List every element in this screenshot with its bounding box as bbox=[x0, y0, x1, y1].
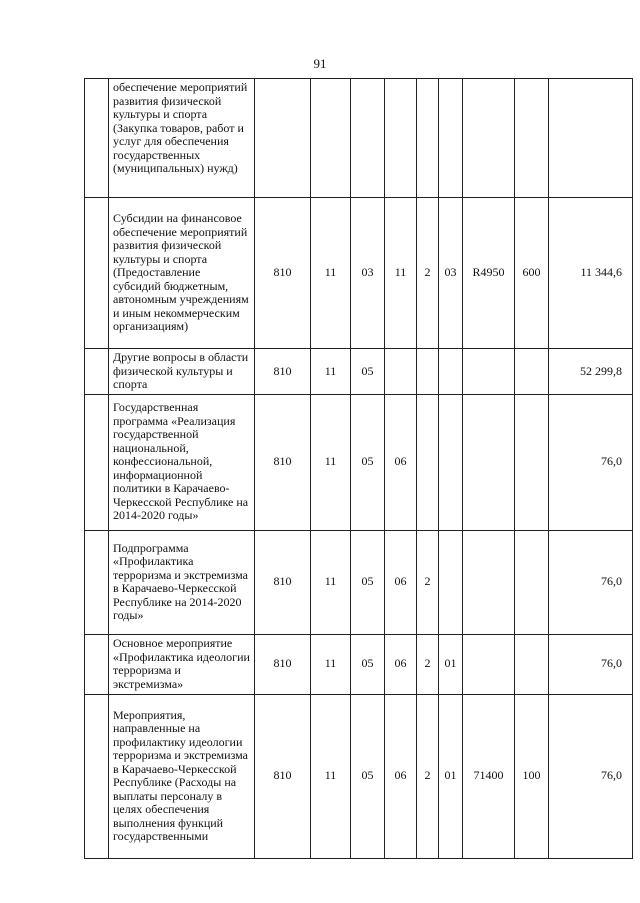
table-row bbox=[85, 79, 633, 198]
cell-amount bbox=[549, 79, 633, 198]
cell-csr-3: 01 bbox=[439, 634, 463, 694]
cell-csr-3: 03 bbox=[439, 198, 463, 349]
row-name: обеспечение мероприятий развития физической культуры и спорта (Закупка товаров, работ и услуг для обеспечения государственных (муниципальных) нужд) bbox=[109, 79, 255, 198]
cell-rz: 11 bbox=[311, 694, 351, 858]
cell-csr-4 bbox=[463, 79, 515, 198]
cell-amount: 76,0 bbox=[549, 634, 633, 694]
cell-pr: 05 bbox=[351, 349, 385, 395]
cell-csr-4 bbox=[463, 634, 515, 694]
cell-ved bbox=[255, 79, 311, 198]
cell-csr-3 bbox=[439, 349, 463, 395]
cell-csr-1 bbox=[385, 349, 417, 395]
cell-pr: 05 bbox=[351, 530, 385, 634]
cell-pr bbox=[351, 79, 385, 198]
cell-pr: 05 bbox=[351, 694, 385, 858]
cell-amount: 52 299,8 bbox=[549, 349, 633, 395]
row-name: Субсидии на финансовое обеспечение мероприятий развития физической культуры и спорта (Предоставление субсидий бюджетным, автономным учреждениям и иным некоммерческим организациям) bbox=[109, 198, 255, 349]
cell-csr-2: 2 bbox=[417, 198, 439, 349]
cell-ved: 810 bbox=[255, 530, 311, 634]
cell-csr-1: 06 bbox=[385, 694, 417, 858]
cell-vr bbox=[515, 394, 549, 530]
cell-rz: 11 bbox=[311, 530, 351, 634]
cell-csr-2: 2 bbox=[417, 694, 439, 858]
table-cell-index bbox=[85, 79, 109, 198]
table-row bbox=[85, 198, 633, 349]
cell-csr-4 bbox=[463, 530, 515, 634]
budget-table bbox=[84, 78, 633, 859]
cell-csr-4 bbox=[463, 349, 515, 395]
row-name: Мероприятия, направленные на профилактику идеологии терроризма и экстремизма в Карачаево-Черкесской Республике (Расходы на выплаты персоналу в целях обеспечения выполнения функций государственными bbox=[109, 694, 255, 858]
cell-csr-1: 11 bbox=[385, 198, 417, 349]
cell-rz: 11 bbox=[311, 634, 351, 694]
table-row bbox=[85, 394, 633, 530]
cell-amount: 76,0 bbox=[549, 394, 633, 530]
cell-csr-2: 2 bbox=[417, 634, 439, 694]
row-name: Государственная программа «Реализация государственной национальной, конфессиональной, информационной политики в Карачаево-Черкесской Республике на 2014-2020 годы» bbox=[109, 394, 255, 530]
cell-csr-3 bbox=[439, 394, 463, 530]
cell-amount: 76,0 bbox=[549, 530, 633, 634]
cell-ved: 810 bbox=[255, 349, 311, 395]
cell-vr bbox=[515, 634, 549, 694]
cell-rz: 11 bbox=[311, 394, 351, 530]
cell-csr-2: 2 bbox=[417, 530, 439, 634]
cell-vr bbox=[515, 79, 549, 198]
cell-vr: 600 bbox=[515, 198, 549, 349]
cell-csr-2 bbox=[417, 349, 439, 395]
table-cell-index bbox=[85, 634, 109, 694]
table-row bbox=[85, 349, 633, 395]
cell-csr-1 bbox=[385, 79, 417, 198]
cell-pr: 05 bbox=[351, 634, 385, 694]
cell-csr-2 bbox=[417, 79, 439, 198]
cell-ved: 810 bbox=[255, 198, 311, 349]
cell-pr: 03 bbox=[351, 198, 385, 349]
cell-csr-3: 01 bbox=[439, 694, 463, 858]
cell-rz: 11 bbox=[311, 349, 351, 395]
cell-csr-1: 06 bbox=[385, 394, 417, 530]
cell-csr-1: 06 bbox=[385, 530, 417, 634]
cell-csr-4: 71400 bbox=[463, 694, 515, 858]
cell-vr bbox=[515, 530, 549, 634]
cell-pr: 05 bbox=[351, 394, 385, 530]
table-cell-index bbox=[85, 694, 109, 858]
cell-rz bbox=[311, 79, 351, 198]
cell-ved: 810 bbox=[255, 694, 311, 858]
row-name: Другие вопросы в области физической культуры и спорта bbox=[109, 349, 255, 395]
cell-csr-4 bbox=[463, 394, 515, 530]
cell-amount: 76,0 bbox=[549, 694, 633, 858]
table-cell-index bbox=[85, 530, 109, 634]
cell-csr-3 bbox=[439, 530, 463, 634]
cell-csr-1: 06 bbox=[385, 634, 417, 694]
table-row bbox=[85, 694, 633, 858]
table-cell-index bbox=[85, 394, 109, 530]
cell-csr-4: R4950 bbox=[463, 198, 515, 349]
row-name: Основное мероприятие «Профилактика идеологии терроризма и экстремизма» bbox=[109, 634, 255, 694]
cell-csr-3 bbox=[439, 79, 463, 198]
table-row bbox=[85, 530, 633, 634]
cell-csr-2 bbox=[417, 394, 439, 530]
row-name: Подпрограмма «Профилактика терроризма и экстремизма в Карачаево-Черкесской Республике на 2014-2020 годы» bbox=[109, 530, 255, 634]
table-cell-index bbox=[85, 349, 109, 395]
table-row bbox=[85, 634, 633, 694]
cell-ved: 810 bbox=[255, 394, 311, 530]
table-cell-index bbox=[85, 198, 109, 349]
cell-rz: 11 bbox=[311, 198, 351, 349]
cell-ved: 810 bbox=[255, 634, 311, 694]
page-number: 91 bbox=[313, 56, 327, 71]
cell-vr: 100 bbox=[515, 694, 549, 858]
cell-vr bbox=[515, 349, 549, 395]
cell-amount: 11 344,6 bbox=[549, 198, 633, 349]
